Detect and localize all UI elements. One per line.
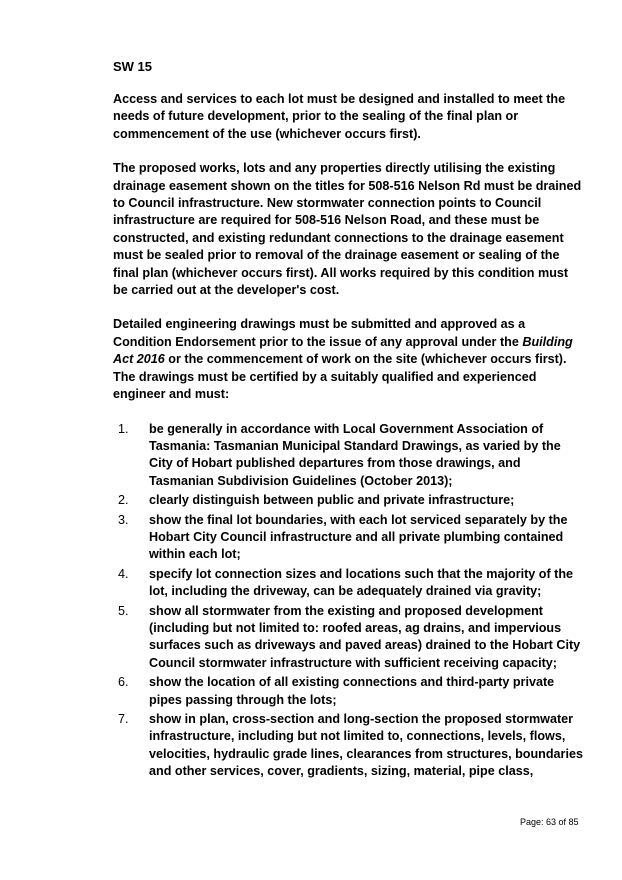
list-item-text: specify lot connection sizes and locations such that the majority of the lot, including the driveway, can be adequately drained via gravity; <box>149 566 574 599</box>
list-item-number: 4. <box>118 566 129 581</box>
list-item-text: show in plan, cross-section and long-section the proposed stormwater infrastructure, including but not limited to, connections, levels, flows, velocities, hydraulic grade lines, clearances from structures, boundaries and other services, cover, gradients, sizing, material, pipe class, <box>149 712 583 779</box>
list-item <box>113 674 585 709</box>
paragraph-text-before: Detailed engineering drawings must be submitted and approved as a Condition Endorsement prior to the issue of any approval under the <box>113 317 526 349</box>
list-item <box>113 492 585 509</box>
list-item-number: 1. <box>118 421 129 436</box>
list-item-text: clearly distinguish between public and private infrastructure; <box>149 493 515 508</box>
list-item-number: 6. <box>118 675 129 690</box>
requirements-list <box>113 421 585 781</box>
page-number: Page: 63 of 85 <box>520 817 579 827</box>
list-item-number: 7. <box>118 712 129 726</box>
list-item-number: 2. <box>118 493 129 508</box>
list-item-text: show the location of all existing connections and third-party private pipes passing through the lots; <box>149 675 555 707</box>
list-item <box>113 711 585 781</box>
list-item <box>113 421 585 491</box>
list-item-text: show all stormwater from the existing and proposed development (including but not limited to: roofed areas, ag drains, and impervious surfaces such as driveways and paved areas) drained to the Hobart City Council stormwater infrastructure with sufficient receiving capacity; <box>149 603 581 670</box>
list-item-number: 5. <box>118 603 129 618</box>
list-item-text: show the final lot boundaries, with each lot serviced separately by the Hobart City Council infrastructure and all private plumbing contained within each lot; <box>149 512 568 562</box>
paragraph-access-services: Access and services to each lot must be designed and installed to meet the needs of future development, prior to the sealing of the final plan or commencement of the use (whichever occurs first). <box>113 92 566 141</box>
list-item <box>113 566 585 601</box>
act-title: Building Act 2016 <box>113 334 573 367</box>
list-item-number: 3. <box>118 512 129 527</box>
list-item <box>113 512 585 564</box>
condition-heading: SW 15 <box>113 59 153 74</box>
paragraph-drainage-easement: The proposed works, lots and any properties directly utilising the existing drainage easement shown on the titles for 508-516 Nelson Rd must be drained to Council infrastructure. New stormwater connection points to Council infrastructure are required for 508-516 Nelson Road, and these must be constructed, and existing redundant connections to the drainage easement must be sealed prior to removal of the drainage easement or sealing of the final plan (whichever occurs first). All works required by this condition must be carried out at the developer's cost. <box>113 161 582 298</box>
list-item <box>113 603 585 673</box>
paragraph-engineering-drawings <box>113 316 585 403</box>
paragraph-text-after: or the commencement of work on the site (whichever occurs first). The drawings must be certified by a suitably qualified and experienced engineer and must: <box>113 352 567 402</box>
document-page <box>113 58 585 783</box>
list-item-text: be generally in accordance with Local Government Association of Tasmania: Tasmanian Municipal Standard Drawings, as varied by the City of Hobart published departures from those drawings, and Tasmanian Subdivision Guidelines (October 2013); <box>149 421 561 488</box>
